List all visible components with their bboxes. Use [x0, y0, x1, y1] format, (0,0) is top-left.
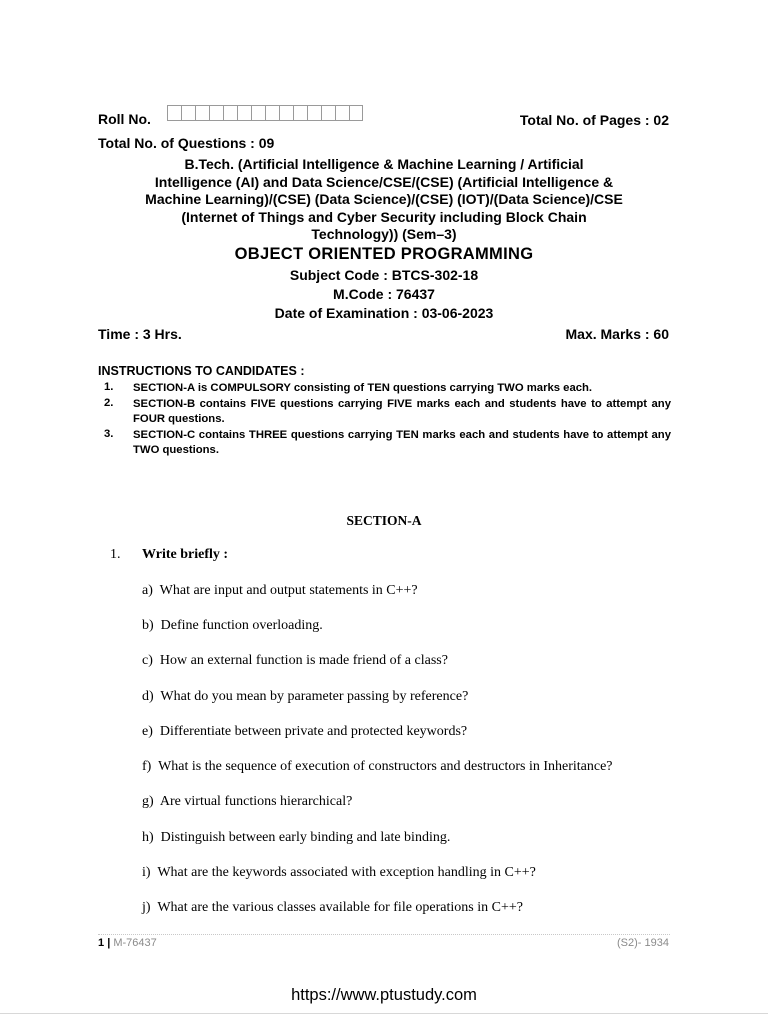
instruction-number: 1.: [104, 381, 114, 393]
roll-no-box[interactable]: [181, 105, 195, 121]
instructions-list: [98, 381, 671, 459]
footer-m-code: M-76437: [113, 937, 157, 949]
sub-question: [142, 830, 450, 846]
sub-question: [142, 724, 467, 740]
sub-question-text: What do you mean by parameter passing by reference?: [160, 689, 469, 704]
sub-question-text: How an external function is made friend of a class?: [159, 653, 448, 668]
page-number: 1: [98, 937, 105, 949]
sub-question-label: b): [142, 618, 154, 633]
instruction-item: [98, 397, 671, 427]
program-line: Machine Learning)/(CSE) (Data Science)/(CSE) (IOT)/(Data Science)/CSE: [145, 191, 623, 207]
sub-question-label: j): [142, 900, 151, 915]
sub-question-label: a): [142, 583, 153, 598]
sub-question-text: What are the various classes available for file operations in C++?: [157, 900, 523, 915]
roll-no-label: Roll No.: [98, 111, 151, 127]
roll-no-box[interactable]: [279, 105, 293, 121]
instruction-item: [98, 381, 671, 396]
roll-no-box[interactable]: [293, 105, 307, 121]
exam-time: Time : 3 Hrs.: [98, 326, 182, 342]
program-description: [90, 156, 678, 244]
program-line: B.Tech. (Artificial Intelligence & Machine Learning / Artificial: [184, 156, 584, 172]
sub-question-label: h): [142, 830, 154, 845]
roll-no-box[interactable]: [209, 105, 223, 121]
sub-question-label: i): [142, 865, 151, 880]
sub-question-text: Distinguish between early binding and late binding.: [160, 830, 451, 845]
instruction-number: 3.: [104, 428, 114, 440]
sub-question-text: What is the sequence of execution of constructors and destructors in Inheritance?: [158, 759, 613, 774]
roll-no-box[interactable]: [349, 105, 363, 121]
question-number: 1.: [110, 547, 121, 562]
roll-no-box[interactable]: [251, 105, 265, 121]
subject-title: OBJECT ORIENTED PROGRAMMING: [234, 245, 534, 263]
total-questions: Total No. of Questions : 09: [98, 135, 275, 151]
instruction-item: [98, 428, 671, 458]
sub-question: [142, 900, 523, 916]
instruction-text: SECTION-B contains FIVE questions carrying FIVE marks each and students have to attempt any FOUR questions.: [133, 398, 671, 425]
m-code: M.Code : 76437: [333, 286, 435, 302]
sub-question-label: g): [142, 794, 154, 809]
question-title: Write briefly :: [142, 547, 229, 562]
roll-no-box[interactable]: [307, 105, 321, 121]
roll-no-box[interactable]: [223, 105, 237, 121]
program-line: Technology)) (Sem–3): [311, 226, 457, 242]
roll-no-box[interactable]: [237, 105, 251, 121]
sub-question: [142, 689, 468, 705]
instructions-title: INSTRUCTIONS TO CANDIDATES :: [98, 364, 305, 378]
sub-question: [142, 618, 323, 634]
roll-no-box[interactable]: [265, 105, 279, 121]
sub-question: [142, 653, 448, 669]
roll-no-box[interactable]: [167, 105, 181, 121]
roll-no-box[interactable]: [195, 105, 209, 121]
footer-divider: [98, 934, 670, 935]
sub-question: [142, 583, 418, 599]
bottom-divider: [0, 1013, 768, 1014]
sub-question-label: e): [142, 724, 153, 739]
instruction-number: 2.: [104, 397, 114, 409]
instruction-text: SECTION-A is COMPULSORY consisting of TEN questions carrying TWO marks each.: [133, 382, 593, 394]
program-line: Intelligence (AI) and Data Science/CSE/(CSE) (Artificial Intelligence &: [154, 173, 614, 190]
sub-question: [142, 865, 536, 881]
footer-code: (S2)- 1934: [617, 937, 669, 949]
sub-question-text: Define function overloading.: [160, 618, 323, 633]
subject-code: Subject Code : BTCS-302-18: [289, 267, 479, 283]
footer-separator: |: [107, 937, 111, 949]
source-url-link[interactable]: https://www.ptustudy.com: [291, 986, 477, 1004]
instruction-text: SECTION-C contains THREE questions carrying TEN marks each and students have to attempt any TWO questions.: [133, 429, 671, 456]
program-line: (Internet of Things and Cyber Security including Block Chain: [181, 208, 587, 225]
sub-question: [142, 759, 613, 775]
footer-left: [98, 937, 157, 949]
section-a-title: SECTION-A: [346, 513, 422, 528]
max-marks: Max. Marks : 60: [565, 326, 669, 342]
roll-no-box[interactable]: [335, 105, 349, 121]
sub-question-label: f): [142, 759, 152, 774]
total-pages: Total No. of Pages : 02: [519, 112, 669, 128]
sub-question-label: c): [142, 653, 153, 668]
exam-date: Date of Examination : 03-06-2023: [274, 305, 494, 321]
sub-question-text: What are the keywords associated with exception handling in C++?: [157, 865, 536, 880]
roll-no-boxes[interactable]: [167, 105, 363, 121]
sub-question-label: d): [142, 689, 154, 704]
roll-no-box[interactable]: [321, 105, 335, 121]
exam-codes: [90, 266, 678, 323]
sub-question-text: Differentiate between private and protected keywords?: [159, 724, 468, 739]
sub-question: [142, 794, 352, 810]
sub-question-text: What are input and output statements in C++?: [159, 583, 418, 598]
sub-question-text: Are virtual functions hierarchical?: [159, 794, 353, 809]
